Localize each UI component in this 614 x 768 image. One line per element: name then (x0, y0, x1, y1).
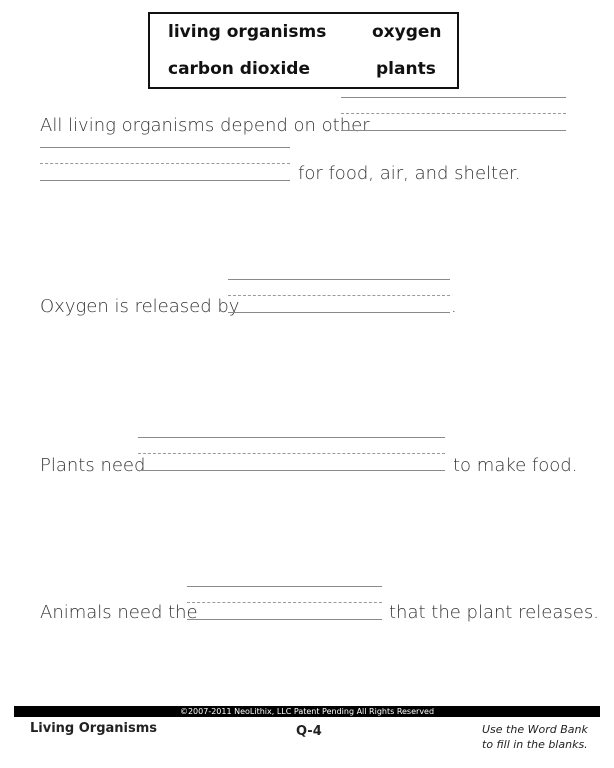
sentence-1-blank-b[interactable] (40, 147, 290, 181)
instructions-line-2: to fill in the blanks. (482, 738, 588, 751)
word-bank (148, 12, 459, 89)
worksheet-title: Living Organisms (30, 721, 158, 736)
sentence-2-text-before: Oxygen is released by (40, 296, 240, 317)
sentence-1-text-after: for food, air, and shelter. (298, 163, 521, 184)
instructions (482, 722, 588, 752)
copyright-bar: ©2007-2011 NeoLithix, LLC Patent Pending All Rights Reserved (14, 706, 600, 717)
sentence-3-text-after: to make food. (453, 455, 578, 476)
sentence-1-text-before: All living organisms depend on other (40, 115, 370, 136)
sentence-4-blank[interactable] (187, 586, 382, 620)
word-bank-item: oxygen (372, 22, 442, 42)
sentence-2-text-after: . (451, 296, 457, 317)
instructions-line-1: Use the Word Bank (482, 723, 588, 736)
sentence-3-blank[interactable] (138, 437, 445, 471)
sentence-3-text-before: Plants need (40, 455, 146, 476)
sentence-1-blank-a[interactable] (341, 97, 566, 131)
sentence-2-blank[interactable] (228, 279, 450, 313)
sentence-4-text-after: that the plant releases. (389, 602, 599, 623)
word-bank-item: living organisms (168, 22, 327, 42)
sentence-4-text-before: Animals need the (40, 602, 198, 623)
page-number: Q-4 (296, 724, 322, 739)
word-bank-item: plants (376, 59, 436, 79)
word-bank-item: carbon dioxide (168, 59, 310, 79)
